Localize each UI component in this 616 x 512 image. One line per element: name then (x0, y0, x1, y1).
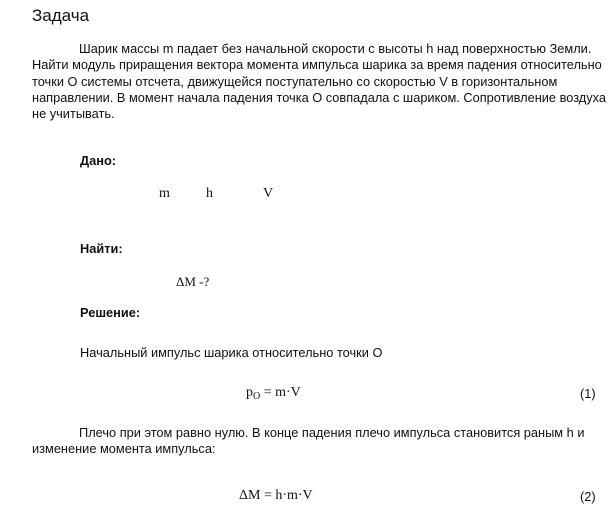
eq1-rhs: = m·V (260, 385, 301, 400)
equation-1-number: (1) (580, 386, 596, 401)
given-mass: m (159, 186, 170, 201)
problem-text: Шарик массы m падает без начальной скорости с высоты h над поверхностью Земли. Найти модуль приращения вектора момента импульса шарика за время падения относительно точки O системы отсчета, движущейся поступательно со скоростью V в горизонтальном направлении. В момент начала падения точка O совпадала с шариком. Сопротивление воздуха не учитывать. (32, 41, 607, 122)
equation-2: ΔM = h·m·V (239, 488, 313, 503)
solution-text-2-body: Плечо при этом равно нулю. В конце падения плечо импульса становится раным h и изменение момента импульса: (32, 425, 585, 457)
eq1-lhs: p (246, 385, 253, 400)
solution-intro: Начальный импульс шарика относительно точки O (80, 345, 383, 360)
page-title: Задача (32, 6, 90, 25)
eq1-subscript: O (253, 391, 261, 402)
equation-2-number: (2) (580, 489, 596, 504)
find-expression: ΔM -? (176, 274, 210, 289)
solution-heading: Решение: (80, 305, 141, 320)
find-heading: Найти: (80, 241, 123, 256)
given-height: h (206, 186, 213, 201)
problem-statement (32, 41, 610, 122)
solution-text-2 (32, 425, 610, 458)
given-velocity: V (263, 186, 274, 201)
given-heading: Дано: (80, 153, 117, 168)
equation-1 (246, 385, 301, 402)
